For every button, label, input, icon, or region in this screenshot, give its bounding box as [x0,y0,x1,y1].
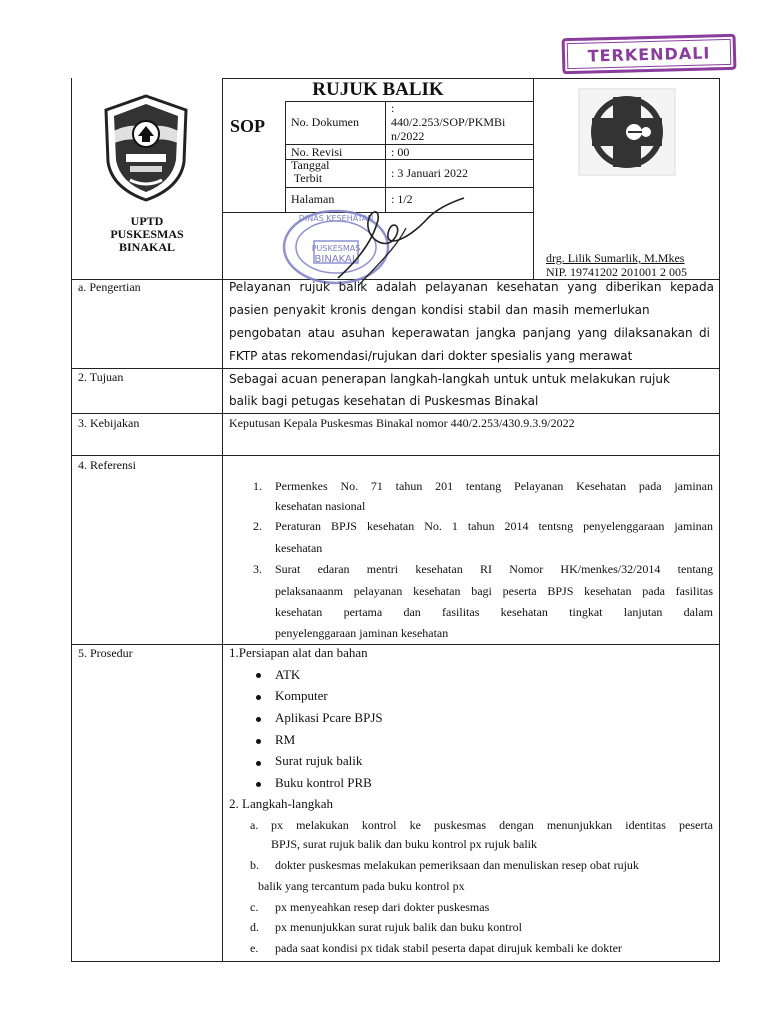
bullet-icon [256,739,261,744]
header-title-line [285,101,534,102]
seal-text-top: DINAS KESEHATAN [298,214,374,223]
handwritten-signature [318,190,468,290]
puskesmas-emblem-icon [100,92,192,204]
step-c-line-1: px menyeahkan resep dari dokter puskesmas [275,900,490,914]
pengertian-line-4: FKTP atas rekomendasi/rujukan dari dokter spesialis yang merawat [229,349,633,363]
bullet-icon [256,717,261,722]
org-line-1: UPTD [130,214,164,228]
kebijakan-text: Keputusan Kepala Puskesmas Binakal nomor 440/2.253/430.9.3.9/2022 [229,416,575,430]
org-line-3: BINAKAL [118,240,175,254]
row-line-tujuan [71,368,720,369]
step-b-line-1: dokter puskesmas melakukan pemeriksaan dan menuliskan resep obat rujuk [275,858,639,872]
referensi-label: 4. Referensi [78,458,136,472]
frame-bottom [71,961,720,962]
persiapan-item-komputer: Komputer [275,688,328,703]
row-line-referensi [71,455,720,456]
seal-text-mid: PUSKESMAS [311,244,361,253]
tanggal-value: : 3 Januari 2022 [391,166,468,180]
referensi-2-line-1: Peraturan BPJS kesehatan No. 1 tahun 2014 tentsng penyelenggaraan jaminan [275,519,713,533]
step-letter-a: a. [250,818,259,832]
terkendali-stamp-text: TERKENDALI [587,42,711,66]
persiapan-item-rm: RM [275,732,296,747]
header-row-line-3 [285,187,534,188]
pengertian-line-3: pengobatan atau asuhan keperawatan jangka panjang yang dilaksanakan di [229,326,710,340]
sop-label: SOP [230,116,266,136]
no-revisi-value: : 00 [391,145,410,159]
step-e-line-1: pada saat kondisi px tidak stabil peserta dapat dirujuk kembali ke dokter [275,941,622,955]
no-dokumen-value-2: 440/2.253/SOP/PKMBi [391,115,506,129]
tanggal-label-2: Terbit [291,171,323,185]
signer-name: drg. Lilik Sumarlik, M.Mkes [546,251,685,265]
step-letter-d: d. [250,920,259,934]
referensi-3-line-1: Surat edaran mentri kesehatan RI Nomor HK/menkes/32/2014 tentang [275,562,713,576]
step-a-line-2: BPJS, surat rujuk balik dan buku kontrol px rujuk balik [271,837,537,851]
row-line-prosedur [71,644,720,645]
pengertian-label: a. Pengertian [78,280,141,294]
bullet-icon [256,673,261,678]
persiapan-title: 1.Persiapan alat dan bahan [229,645,368,660]
bullet-icon [256,782,261,787]
row-line-kebijakan [71,413,720,414]
bullet-icon [256,695,261,700]
no-dokumen-label: No. Dokumen [291,115,359,129]
referensi-3-line-2: pelaksanaanm pelayanan kesehatan bagi peserta BPJS kesehatan pada fasilitas [275,584,713,598]
no-dokumen-value-1: : [391,101,395,115]
tanggal-label-1: Tanggal [291,158,330,172]
signer-nip: NIP. 19741202 201001 2 005 [546,265,688,279]
kebijakan-label: 3. Kebijakan [78,416,140,430]
frame-right [719,78,720,962]
pengertian-line-1: Pelayanan rujuk balik adalah pelayanan kesehatan yang diberikan kepada [229,280,714,294]
no-dokumen-value-3: n/2022 [391,129,425,143]
header-col-line-1 [222,78,223,280]
referensi-3-line-4: penyelenggaraan jaminan kesehatan [275,626,449,640]
prosedur-label: 5. Prosedur [78,646,133,660]
header-col-line-2 [533,78,534,280]
persiapan-item-buku: Buku kontrol PRB [275,775,372,790]
referensi-1-line-2: kesehatan nasional [275,499,366,513]
cross-logo-icon [578,88,676,176]
no-revisi-label: No. Revisi [291,145,343,159]
halaman-value: : 1/2 [391,192,413,206]
header-top-line [222,78,720,79]
document-title: RUJUK BALIK [312,79,444,100]
persiapan-item-pcare: Aplikasi Pcare BPJS [275,710,383,725]
halaman-label: Halaman [291,192,335,206]
org-line-2: PUSKESMAS [110,227,184,241]
step-a-line-1: px melakukan kontrol ke puskesmas dengan menunjukkan identitas peserta [271,818,713,832]
tujuan-line-2: balik bagi petugas kesehatan di Puskesmas Binakal [229,394,539,408]
bullet-icon [256,761,261,766]
tujuan-label: 2. Tujuan [78,370,124,384]
step-d-line-1: px menunjukkan surat rujuk balik dan buku kontrol [275,920,522,934]
body-col-line [222,279,223,962]
persiapan-item-atk: ATK [275,667,301,682]
step-letter-c: c. [250,900,259,914]
frame-left [71,78,72,962]
tujuan-line-1: Sebagai acuan penerapan langkah-langkah untuk untuk melakukan rujuk [229,372,670,386]
referensi-num-3: 3. [253,562,262,576]
step-letter-e: e. [250,941,259,955]
persiapan-item-surat: Surat rujuk balik [275,753,363,768]
seal-text-bot: BINAKAL [314,254,358,265]
header-col-line-3 [285,101,286,212]
referensi-num-2: 2. [253,519,262,533]
step-b-line-2: balik yang tercantum pada buku kontrol px [258,879,465,893]
terkendali-stamp [562,34,737,75]
referensi-1-line-1: Permenkes No. 71 tahun 201 tentang Pelayanan Kesehatan pada jaminan [275,479,713,493]
pengertian-line-2: pasien penyakit kronis dengan kondisi stabil dan masih memerlukan [229,303,650,317]
referensi-3-line-3: kesehatan pertama dan fasilitas kesehatan tingkat lanjutan dalam [275,605,713,619]
langkah-title: 2. Langkah-langkah [229,796,333,811]
referensi-2-line-2: kesehatan [275,541,323,555]
step-letter-b: b. [250,858,259,872]
referensi-num-1: 1. [253,479,262,493]
